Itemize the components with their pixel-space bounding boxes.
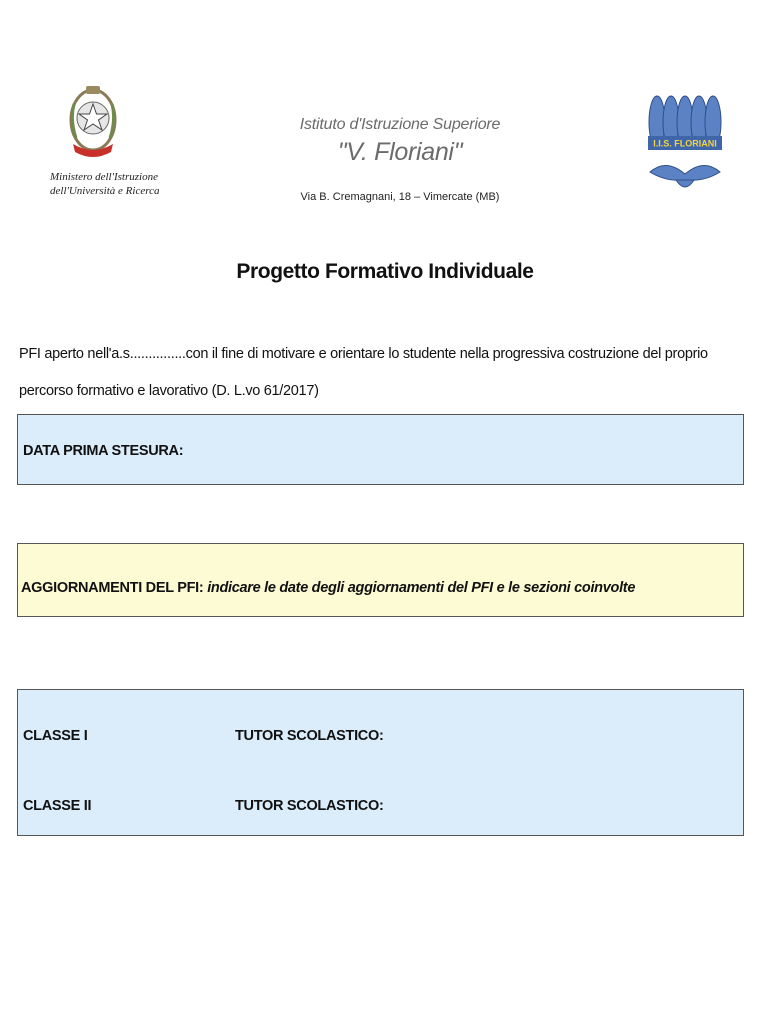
school-heading: [260, 116, 540, 203]
intro-paragraph: PFI aperto nell'a.s...............con il fine di motivare e orientare lo studente nella progressiva costruzione del proprio percorso formativo e lavorativo (D. L.vo 61/2017): [19, 346, 708, 399]
first-draft-date-label: DATA PRIMA STESURA:: [23, 443, 184, 459]
updates-label-line: [21, 580, 635, 596]
first-draft-date-box[interactable]: [17, 414, 744, 485]
school-logo-text: I.I.S. FLORIANI: [653, 138, 717, 149]
updates-note: indicare le date degli aggiornamenti del PFI e le sezioni coinvolte: [207, 580, 636, 596]
updates-box[interactable]: [17, 543, 744, 617]
tutor-label: TUTOR SCOLASTICO:: [235, 728, 384, 744]
class-label: CLASSE I: [23, 728, 88, 744]
school-name: "V. Floriani": [337, 138, 463, 166]
ministry-logo: [50, 82, 160, 198]
ministry-line-1: Ministero dell'Istruzione: [50, 171, 158, 183]
ministry-line-2: dell'Università e Ricerca: [50, 185, 160, 197]
class-label: CLASSE II: [23, 798, 92, 814]
classes-box[interactable]: [17, 689, 744, 836]
school-address: Via B. Cremagnani, 18 – Vimercate (MB): [300, 191, 500, 203]
document-title: Progetto Formativo Individuale: [236, 260, 534, 283]
italian-republic-emblem-icon: [64, 82, 122, 166]
school-logo-icon: [646, 92, 724, 194]
tutor-label: TUTOR SCOLASTICO:: [235, 798, 384, 814]
updates-label: AGGIORNAMENTI DEL PFI:: [21, 580, 204, 596]
school-type: Istituto d'Istruzione Superiore: [299, 116, 501, 133]
